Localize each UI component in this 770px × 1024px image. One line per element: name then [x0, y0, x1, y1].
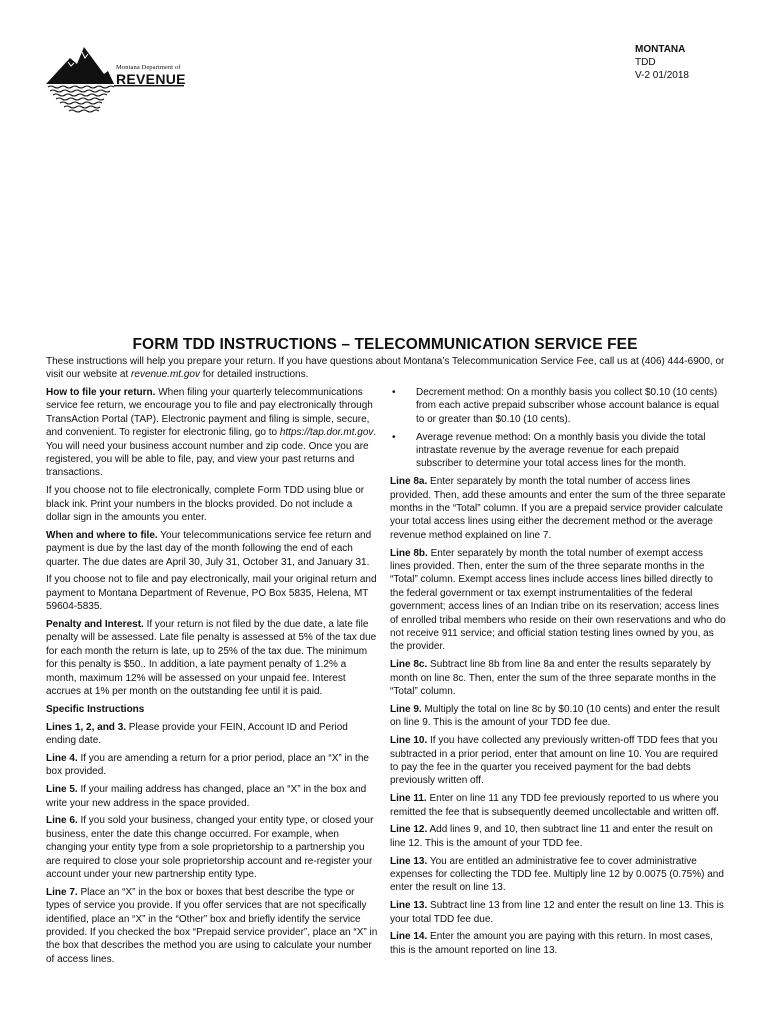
line-8c-text: Subtract line 8b from line 8a and enter the results separately by month on line 8c. Then, enter the sum of the three separate months in the “Total” column.	[390, 659, 717, 698]
line-13-total-paragraph	[390, 899, 726, 926]
line-10-heading: Line 10.	[390, 735, 428, 747]
line-7-text: Place an “X” in the box or boxes that best describe the type or types of service you provide. If you offer services that are not specifically identified, place an “X” in the “Other” box and briefly identify the service provided. If you checked the box “Prepaid service provider”, place an “X” in the box that describes the method you are using to calculate your number of access lines.	[46, 886, 378, 965]
line-8c-paragraph	[390, 658, 726, 698]
line-10-paragraph	[390, 734, 726, 788]
line-8a-text: Enter separately by month the total number of access lines provided. Then, add these amounts and enter the sum of the three separate months in the “Total” column. If you are a prepaid service provider calculate your total access lines using either the decrement method or the average revenue method explained on line 7.	[390, 476, 726, 541]
line-12-heading: Line 12.	[390, 824, 428, 836]
how-to-file-paragraph	[46, 386, 379, 480]
line-13-admin-text: You are entitled an administrative fee to cover administrative expenses for collecting the TDD fee. Multiply line 12 by 0.0075 (0.75%) and enter the result on line 13.	[390, 855, 724, 894]
line-14-text: Enter the amount you are paying with this return. In most cases, this is the amount reported on line 13.	[390, 931, 713, 956]
logo-revenue-text: REVENUE	[116, 71, 186, 87]
website-link[interactable]: revenue.mt.gov	[131, 369, 200, 381]
line-6-paragraph	[46, 814, 379, 881]
lines-1-3-paragraph	[46, 721, 379, 748]
intro-text: These instructions will help you prepare your return. If you have questions about Montana’s Telecommunication Service Fee, call us at (406) 444-6900, or visit our website at	[46, 356, 725, 381]
line-7-paragraph	[46, 886, 379, 966]
line-7-heading: Line 7.	[46, 886, 78, 898]
line-13-admin-paragraph	[390, 855, 726, 895]
line-8b-paragraph	[390, 547, 726, 654]
line-8a-paragraph	[390, 475, 726, 542]
form-version: V-2 01/2018	[635, 70, 689, 81]
line-8b-heading: Line 8b.	[390, 547, 428, 559]
how-to-file-heading: How to file your return.	[46, 387, 156, 398]
line-14-paragraph	[390, 930, 726, 957]
line-13-total-text: Subtract line 13 from line 12 and enter the result on line 13. This is your total TDD fee due.	[390, 900, 724, 925]
average-revenue-bullet	[390, 431, 726, 471]
tap-link[interactable]: https://tap.dor.mt.gov	[279, 427, 374, 439]
line-6-heading: Line 6.	[46, 815, 78, 827]
how-to-file-text: When filing your quarterly telecommunications service fee return, we encourage you to file and pay electronically through TransAction Portal (TAP). Electronic payment and filing is simple, secure, and convenient. To register for electronic filing, go to	[46, 387, 373, 439]
line-12-text: Add lines 9, and 10, then subtract line 11 and enter the result on line 12. This is the amount of your TDD fee.	[390, 824, 713, 849]
line-5-text: If your mailing address has changed, place an “X” in the box and write your new address in the space provided.	[46, 784, 367, 809]
line-10-text: If you have collected any previously written-off TDD fees that you subtracted in a prior period, enter that amount on line 10. You are required to pay the fee in the quarter you received payment for the bad debts previously written off.	[390, 735, 718, 787]
line-11-heading: Line 11.	[390, 793, 427, 805]
line-4-paragraph	[46, 752, 379, 779]
line-8c-heading: Line 8c.	[390, 659, 428, 671]
penalty-paragraph	[46, 618, 379, 698]
form-state: MONTANA	[635, 44, 686, 55]
decrement-method-bullet	[390, 386, 726, 426]
decrement-method-text: Decrement method: On a monthly basis you collect $0.10 (10 cents) from each active prepaid subscriber whose account balance is equal to or greater than $0.10 (10 cents).	[416, 387, 719, 425]
mail-paragraph: If you choose not to file and pay electronically, mail your original return and payment to Montana Department of Revenue, PO Box 5835, Helena, MT 59604-5835.	[46, 574, 377, 613]
paper-filing-paragraph: If you choose not to file electronically, complete Form TDD using blue or black ink. Print your numbers in the blocks provided. Do not include a dollar sign in the amounts you enter.	[46, 485, 365, 524]
left-column	[46, 386, 379, 971]
when-where-heading: When and where to file.	[46, 529, 158, 541]
bullet-marker: •	[392, 431, 396, 443]
line-8b-text: Enter separately by month the total number of exempt access lines provided. Then, enter the sum of the three separate months in the “Total” column. Exempt access lines include access lines billed directly to the federal government or tax exempt instrumentalities of the federal government; access lines of an Indian tribe on its reservation; access lines of enrolled tribal members who reside on their own reservations and who do not receive 911 service; and official station testing lines owned by you, as the provider.	[390, 547, 726, 653]
line-8a-heading: Line 8a.	[390, 476, 428, 488]
line-13-admin-heading: Line 13.	[390, 855, 428, 867]
line-12-paragraph	[390, 823, 726, 850]
penalty-text: If your return is not filed by the due date, a late file penalty will be assessed. Late file penalty is assessed at 5% of the tax due for each month the return is late, up to 25% of the tax due. The minimum for this penalty is $50.. In addition, a late payment penalty of 1.2% a month, maximum 12% will be assessed on your unpaid fee. Interest accrues at 1% per month on the outstanding fee until it is paid.	[46, 619, 377, 698]
line-9-heading: Line 9.	[390, 703, 422, 715]
how-to-file-text-end: . You will need your business account number and zip code. Once you are registered, you will be able to file, pay, and view your past returns and transactions.	[46, 427, 377, 479]
page-title: FORM TDD INSTRUCTIONS – TELECOMMUNICATION SERVICE FEE	[132, 336, 638, 353]
line-6-text: If you sold your business, changed your entity type, or closed your business, enter the date this change occurred. For example, when changing your entity type from a sole proprietorship to a partnership you are required to close your sole proprietorship account and re-register your account under your new partnership entity type.	[46, 815, 374, 880]
line-4-text: If you are amending a return for a prior period, place an “X” in the box provided.	[46, 752, 369, 778]
line-11-paragraph	[390, 792, 726, 819]
line-9-paragraph	[390, 703, 726, 730]
intro-paragraph	[46, 355, 726, 382]
right-column	[390, 386, 726, 962]
form-code: TDD	[635, 57, 656, 68]
line-5-heading: Line 5.	[46, 784, 78, 796]
line-4-heading: Line 4.	[46, 752, 78, 764]
line-13-total-heading: Line 13.	[390, 900, 428, 912]
line-5-paragraph	[46, 783, 379, 810]
intro-tail: for detailed instructions.	[199, 369, 309, 381]
lines-1-3-heading: Lines 1, 2, and 3.	[46, 721, 127, 733]
penalty-heading: Penalty and Interest.	[46, 619, 144, 631]
specific-instructions-heading: Specific Instructions	[46, 703, 145, 715]
bullet-marker: •	[392, 387, 396, 398]
lines-1-3-text: Please provide your FEIN, Account ID and Period ending date.	[46, 721, 348, 747]
line-14-heading: Line 14.	[390, 931, 428, 943]
line-9-text: Multiply the total on line 8c by $0.10 (10 cents) and enter the result on line 9. This is the amount of your TDD fee due.	[390, 703, 720, 729]
when-where-paragraph	[46, 529, 379, 569]
average-revenue-text: Average revenue method: On a monthly basis you divide the total intrastate revenue by the average revenue for each prepaid subscriber to determine your total access lines for the month.	[416, 431, 706, 470]
when-where-text: Your telecommunications service fee return and payment is due by the last day of the month following the end of each quarter. The due dates are April 30, July 31, October 31, and January 31.	[46, 529, 372, 568]
logo-department-text: Montana Department of	[116, 64, 181, 71]
form-identifier	[635, 43, 689, 82]
line-11-text: Enter on line 11 any TDD fee previously reported to us where you remitted the fee that is subsequently deemed uncollectable and written off.	[390, 793, 719, 818]
